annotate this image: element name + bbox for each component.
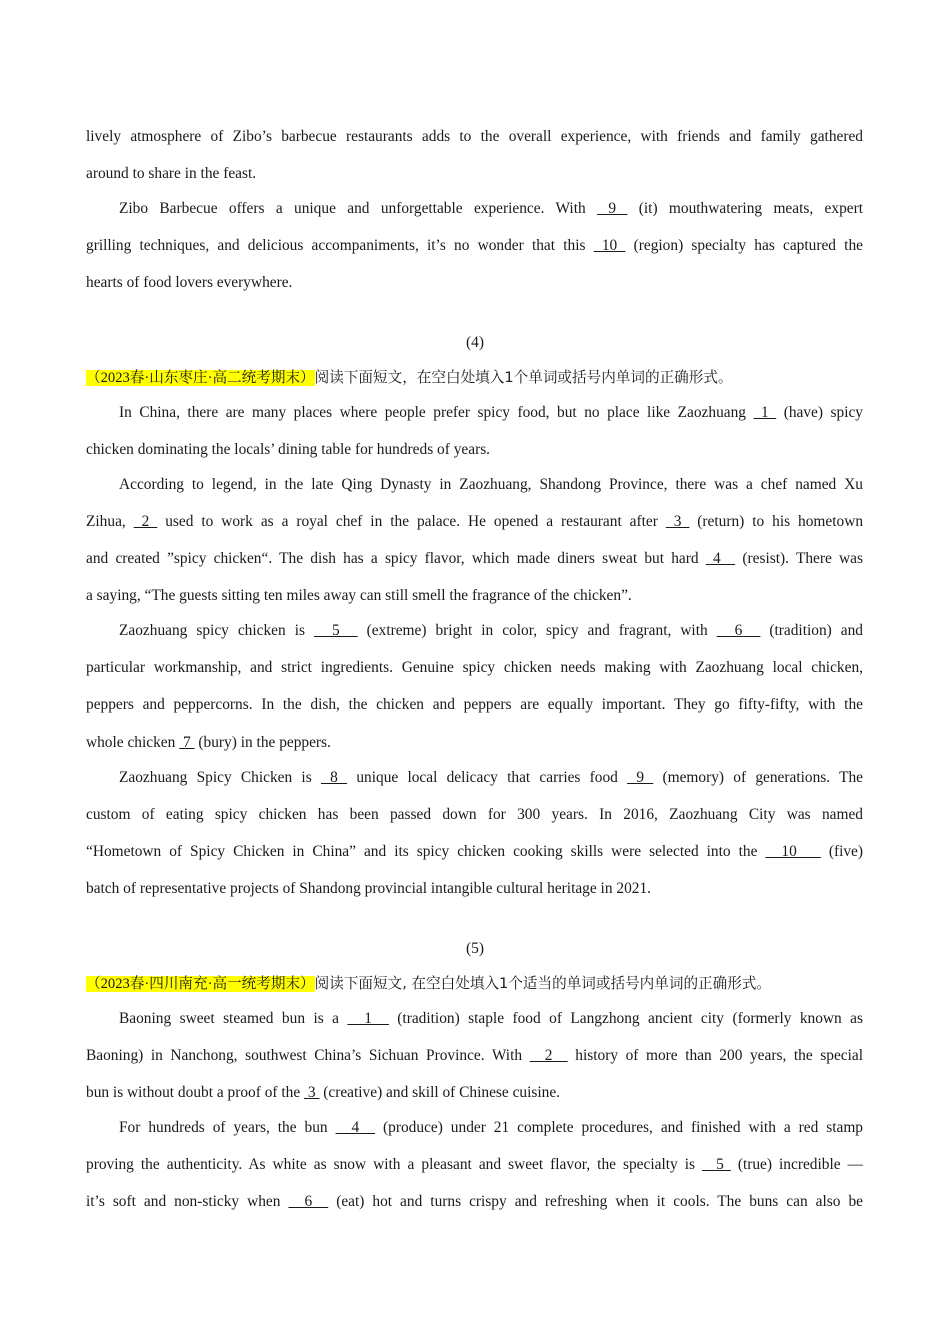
answer-blank[interactable]: 6 xyxy=(288,1193,329,1210)
answer-blank[interactable]: 10 xyxy=(593,237,626,254)
paragraph-line: Baoning) in Nanchong, southwest China’s Sichuan Province. With 2 history of more than 200 years, the special xyxy=(86,1047,863,1064)
paragraph-line: bun is without doubt a proof of the 3 (creative) and skill of Chinese cuisine. xyxy=(86,1084,561,1101)
section-number: (5) xyxy=(466,940,484,957)
paragraph-line: and created ”spicy chicken“. The dish has a spicy flavor, which made diners sweat but hard 4 (resist). There was xyxy=(86,550,863,567)
question-header xyxy=(86,367,886,389)
paragraph-line: hearts of food lovers everywhere. xyxy=(86,274,293,291)
answer-blank[interactable]: 8 xyxy=(320,769,348,786)
answer-blank[interactable]: 7 xyxy=(179,734,195,751)
paragraph-line: Baoning sweet steamed bun is a 1 (tradition) staple food of Langzhong ancient city (formerly known as xyxy=(119,1010,863,1027)
answer-blank[interactable]: 9 xyxy=(597,200,628,217)
paragraph-line: lively atmosphere of Zibo’s barbecue restaurants adds to the overall experience, with friends and family gathered xyxy=(86,128,863,145)
answer-blank[interactable]: 4 xyxy=(335,1119,376,1136)
answer-blank[interactable]: 6 xyxy=(716,622,761,639)
paragraph-line: Zibo Barbecue offers a unique and unforgettable experience. With 9 (it) mouthwatering meats, expert xyxy=(119,200,864,217)
paragraph-line: grilling techniques, and delicious accompaniments, it’s no wonder that this 10 (region) specialty has captured the xyxy=(86,237,863,254)
paragraph-line: For hundreds of years, the bun 4 (produce) under 21 complete procedures, and finished with a red stamp xyxy=(119,1119,863,1136)
paragraph-line: batch of representative projects of Shandong provincial intangible cultural heritage in 2021. xyxy=(86,880,651,897)
question-header xyxy=(86,973,886,995)
paragraph-line: it’s soft and non-sticky when 6 (eat) hot and turns crispy and refreshing when it cools. The buns can also be xyxy=(86,1193,863,1210)
answer-blank[interactable]: 3 xyxy=(665,513,690,530)
paragraph-line: Zaozhuang spicy chicken is 5 (extreme) bright in color, spicy and fragrant, with 6 (tradition) and xyxy=(119,622,863,639)
paragraph-line: According to legend, in the late Qing Dynasty in Zaozhuang, Shandong Province, there was a chef named Xu xyxy=(119,476,863,493)
answer-blank[interactable]: 4 xyxy=(705,550,736,567)
paragraph-line: particular workmanship, and strict ingredients. Genuine spicy chicken needs making with Zaozhuang local chicken, xyxy=(86,659,863,676)
answer-blank[interactable]: 2 xyxy=(133,513,158,530)
paragraph-line: peppers and peppercorns. In the dish, the chicken and peppers are equally important. They go fifty-fifty, with the xyxy=(86,696,863,713)
instruction: 阅读下面短文，在空白处填入1个单词或括号内单词的正确形式。 xyxy=(314,369,733,386)
instruction: 阅读下面短文, 在空白处填入1个适当的单词或括号内单词的正确形式。 xyxy=(314,975,772,992)
paragraph-line: “Hometown of Spicy Chicken in China” and its spicy chicken cooking skills were selected into the 10 (five) xyxy=(86,843,863,860)
paragraph-line: Zihua, 2 used to work as a royal chef in the palace. He opened a restaurant after 3 (return) to his hometown xyxy=(86,513,864,530)
paragraph-line: proving the authenticity. As white as snow with a pleasant and sweet flavor, the specialty is 5 (true) incredible — xyxy=(86,1156,863,1173)
paragraph-line: chicken dominating the locals’ dining table for hundreds of years. xyxy=(86,441,491,458)
answer-blank[interactable]: 10 xyxy=(765,843,821,860)
answer-blank[interactable]: 2 xyxy=(529,1047,568,1064)
paragraph-line: Zaozhuang Spicy Chicken is 8 unique local delicacy that carries food 9 (memory) of generations. The xyxy=(119,769,863,786)
answer-blank[interactable]: 1 xyxy=(753,404,777,421)
paragraph-line: custom of eating spicy chicken has been passed down for 300 years. In 2016, Zaozhuang City was named xyxy=(86,806,863,823)
source-tag: （2023春·山东枣庄·高二统考期末） xyxy=(86,370,315,386)
answer-blank[interactable]: 5 xyxy=(702,1156,731,1173)
source-tag: （2023春·四川南充·高一统考期末） xyxy=(86,976,315,992)
answer-blank[interactable]: 1 xyxy=(347,1010,389,1027)
section-number: (4) xyxy=(466,334,484,351)
paragraph-line: a saying, “The guests sitting ten miles away can still smell the fragrance of the chicken”. xyxy=(86,587,632,604)
paragraph-line: whole chicken 7 (bury) in the peppers. xyxy=(86,734,331,751)
paragraph-line: around to share in the feast. xyxy=(86,165,257,182)
answer-blank[interactable]: 3 xyxy=(304,1084,320,1101)
answer-blank[interactable]: 9 xyxy=(627,769,654,786)
paragraph-line: In China, there are many places where people prefer spicy food, but no place like Zaozhuang 1 (have) spicy xyxy=(119,404,863,421)
answer-blank[interactable]: 5 xyxy=(313,622,358,639)
